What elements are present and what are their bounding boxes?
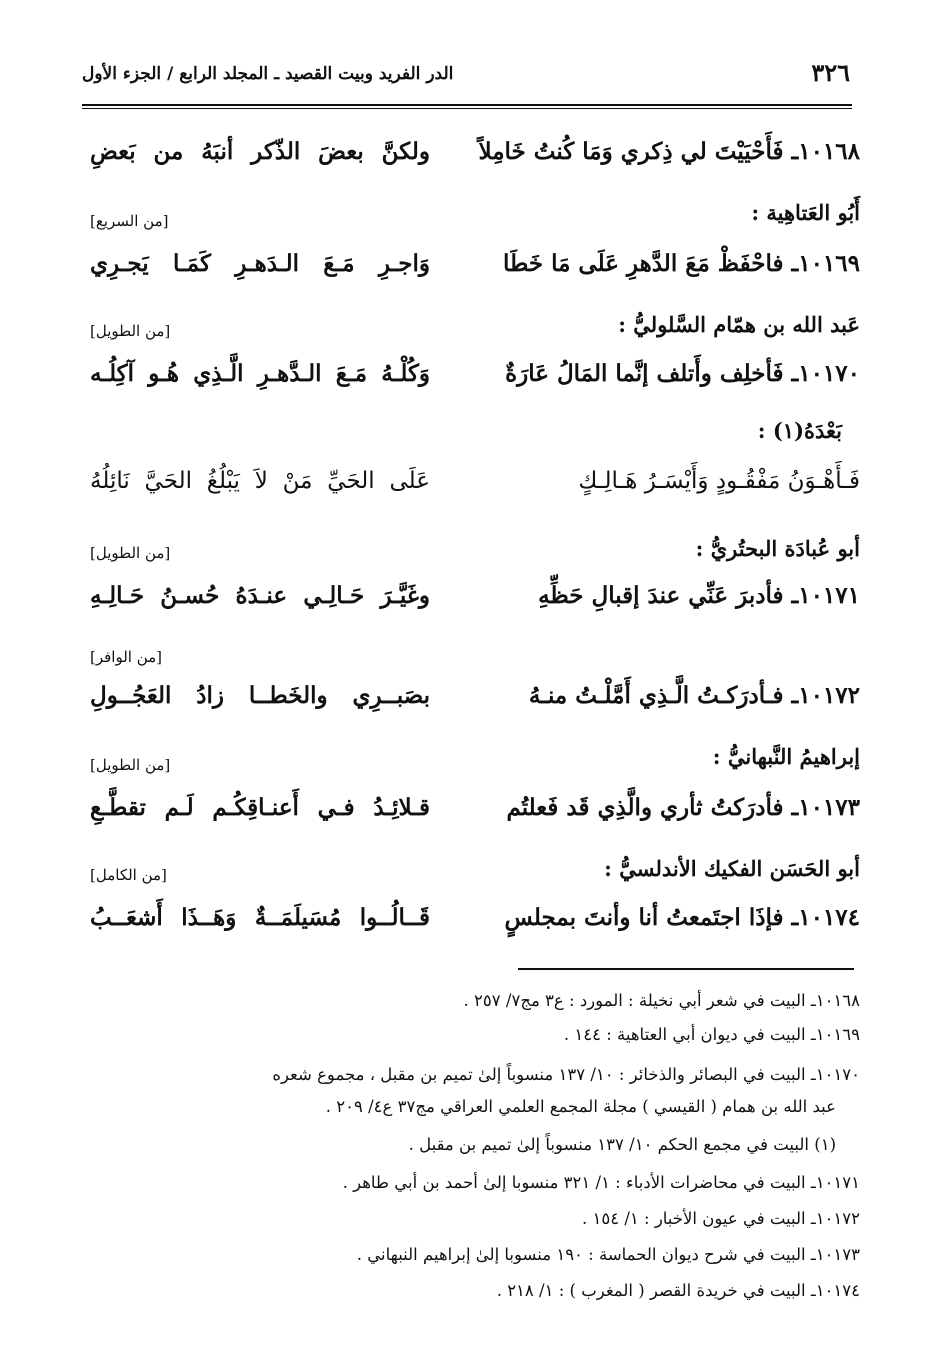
verse-second-hemistich: قـلائِـدُ فـي أَعنـاقِكُـم لَـم تقطَّـعِ (90, 794, 430, 821)
following-verse-label: بَعْدَهُ(١) : (757, 418, 842, 443)
verse-second-hemistich: بصَبــرِي والخَطــا زادُ العَجُــولِ (90, 682, 430, 709)
verse-first-hemistich: ١٠١٧٠ـ فَأخلِف وأَتلف إنَّما المَالُ عَارَةٌ (505, 360, 860, 387)
meter-label: [من الوافر] (90, 648, 163, 666)
footnote-continuation: عبد الله بن همام ( القيسي ) مجلة المجمع العلمي العراقي مج٣٧ ع٤/ ٢٠٩ . (325, 1097, 836, 1116)
verse-first-hemistich: ١٠١٦٨ـ فَأَحْيَيْتَ لي ذِكري وَمَا كُنتُ خَامِلاً (478, 138, 860, 165)
verse-second-hemistich: ولكنَّ بعضَ الذّكر أنبَهُ من بَعضِ (90, 138, 430, 165)
footnote: ١٠١٦٨ـ البيت في شعر أبي نخيلة : المورد : ع٣ مج٧/ ٢٥٧ . (463, 991, 860, 1010)
footnote: ١٠١٧٤ـ البيت في خريدة القصر ( المغرب ) : ١/ ٢١٨ . (496, 1281, 860, 1300)
verse-second-hemistich: وَاجـرِ مَـعَ الـدَهـرِ كَمَـا يَجـرِي (90, 250, 430, 277)
footnote-sub: (١) البيت في مجمع الحكم ١٠/ ١٣٧ منسوباً إلىٰ تميم بن مقبل . (408, 1135, 836, 1154)
following-verse (90, 468, 860, 516)
footnote: ١٠١٧٠ـ البيت في البصائر والذخائر : ١٠/ ١٣٧ منسوباً إلىٰ تميم بن مقبل ، مجموع شعره (272, 1065, 860, 1084)
footnote: ١٠١٧١ـ البيت في محاضرات الأدباء : ١/ ٣٢١ منسوبا إلىٰ أحمد بن أبي طاهر . (342, 1173, 860, 1192)
meter-label: [من الطويل] (90, 756, 171, 774)
verse-second-hemistich: وغَيَّـرَ حَـالِـي عنـدَهُ حُسـنُ حَـالِـهِ (90, 582, 430, 609)
poet-name: أبو عُبادَة البحتُريُّ : (695, 536, 860, 561)
verse-10171 (90, 582, 860, 630)
footnote-divider (518, 968, 854, 970)
verse-10168 (90, 138, 860, 186)
verse-first-hemistich: ١٠١٧٤ـ فإذَا اجتَمعتُ أنا وأنتَ بمجلسٍ (504, 904, 860, 931)
poet-name: إبراهيمُ النَّبهانيُّ : (712, 744, 860, 769)
footnote: ١٠١٧٣ـ البيت في شرح ديوان الحماسة : ١٩٠ منسوبا إلىٰ إبراهيم النبهاني . (356, 1245, 860, 1264)
poet-name: أَبُو العَتاهِية : (751, 200, 860, 225)
footnote: ١٠١٦٩ـ البيت في ديوان أبي العتاهية : ١٤٤ . (563, 1025, 860, 1044)
page-number: ٣٢٦ (811, 58, 850, 87)
verse-first-hemistich: ١٠١٧٣ـ فأدرَكتُ ثأري والَّذِي قَد فَعلتُم (506, 794, 860, 821)
meter-label: [من الكامل] (90, 866, 167, 884)
verse-10170 (90, 360, 860, 408)
verse-first-hemistich: ١٠١٦٩ـ فاحْفَظْ مَعَ الدَّهرِ عَلَى مَا خَطَا (502, 250, 860, 277)
header-divider (82, 104, 852, 109)
verse-second-hemistich: عَلَى الحَيِّ مَنْ لاَ يَبْلُغُ الحَيَّ نَائِلُهُ (90, 468, 430, 494)
footnote: ١٠١٧٢ـ البيت في عيون الأخبار : ١/ ١٥٤ . (581, 1209, 860, 1228)
verse-second-hemistich: وَكُلْـهُ مَـعَ الـدَّهـرِ الَّـذِي هُـو آكِلُـه (90, 360, 430, 387)
poet-name: أبو الحَسَن الفكيك الأندلسيُّ : (604, 856, 860, 881)
verse-second-hemistich: قَــالُــوا مُسَيلَمَــةٌ وَهَــذَا أَشعَــبُ (90, 904, 430, 931)
meter-label: [من الطويل] (90, 322, 171, 340)
verse-10174 (90, 904, 860, 952)
running-header-title: الدر الفريد وبيت القصيد ـ المجلد الرابع / الجزء الأول (82, 64, 454, 84)
verse-first-hemistich: ١٠١٧١ـ فأدبرَ عَنِّي عندَ إقبالِ حَظِّهِ (538, 582, 860, 609)
verse-10172 (90, 682, 860, 730)
meter-label: [من السريع] (90, 212, 169, 230)
verse-first-hemistich: ١٠١٧٢ـ فـأدرَكـتُ الَّـذِي أَمَّلْـتُ منـهُ (528, 682, 860, 709)
verse-10169 (90, 250, 860, 298)
verse-10173 (90, 794, 860, 842)
meter-label: [من الطويل] (90, 544, 171, 562)
verse-first-hemistich: فَـأَهْـوَنُ مَفْقُـودٍ وَأَيْسَـرُ هَـالِـكٍ (578, 468, 860, 494)
poet-name: عَبد الله بن همّام السَّلوليُّ : (618, 312, 860, 337)
